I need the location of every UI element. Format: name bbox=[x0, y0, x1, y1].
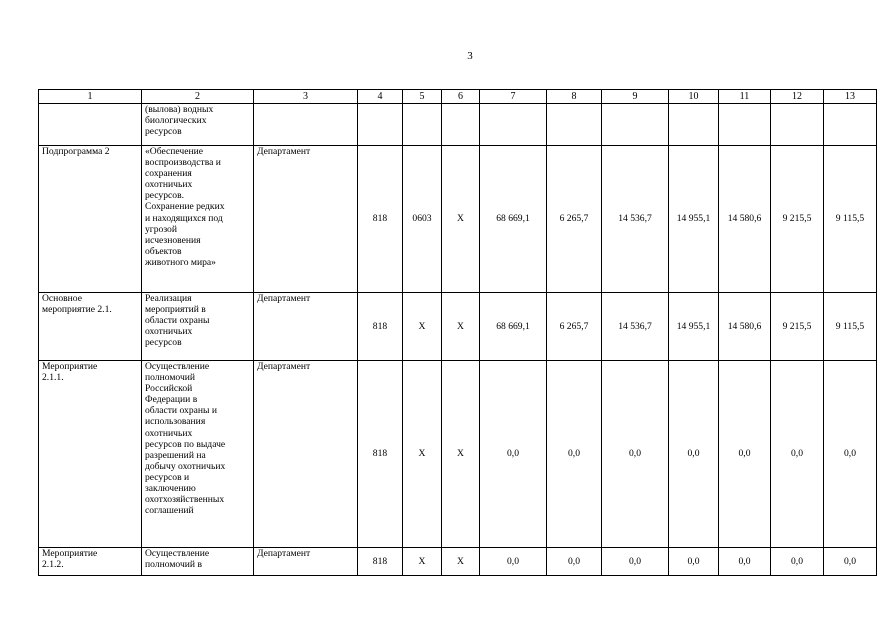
row-executor-cell: Департамент bbox=[254, 293, 358, 361]
row-description-cell: Осуществление полномочий в bbox=[142, 548, 254, 576]
table-cell: 14 580,6 bbox=[719, 146, 771, 293]
row-executor-cell: Департамент bbox=[254, 548, 358, 576]
column-header: 3 bbox=[254, 90, 358, 104]
table-cell bbox=[358, 104, 403, 146]
table-cell: 818 bbox=[358, 548, 403, 576]
table-cell: Х bbox=[442, 146, 480, 293]
row-name-cell: Подпрограмма 2 bbox=[39, 146, 142, 293]
table-cell: 0,0 bbox=[669, 361, 719, 548]
table-cell: 0,0 bbox=[824, 361, 877, 548]
column-header: 13 bbox=[824, 90, 877, 104]
column-header: 6 bbox=[442, 90, 480, 104]
row-executor-cell: Департамент bbox=[254, 361, 358, 548]
row-description-cell: (вылова) водных биологических ресурсов bbox=[142, 104, 254, 146]
column-header: 12 bbox=[771, 90, 824, 104]
table-row bbox=[39, 361, 877, 548]
table-cell: 68 669,1 bbox=[480, 146, 547, 293]
column-header: 5 bbox=[403, 90, 442, 104]
row-name-cell: Мероприятие 2.1.1. bbox=[39, 361, 142, 548]
table-cell bbox=[824, 104, 877, 146]
table-cell: 9 215,5 bbox=[771, 146, 824, 293]
table-cell: 14 955,1 bbox=[669, 293, 719, 361]
table-cell: 68 669,1 bbox=[480, 293, 547, 361]
table-cell: 14 580,6 bbox=[719, 293, 771, 361]
table-cell bbox=[669, 104, 719, 146]
table-cell: Х bbox=[403, 548, 442, 576]
table-cell: 0,0 bbox=[824, 548, 877, 576]
table-cell: 818 bbox=[358, 361, 403, 548]
table-cell: 0,0 bbox=[669, 548, 719, 576]
column-header: 2 bbox=[142, 90, 254, 104]
table-cell bbox=[547, 104, 602, 146]
column-header: 9 bbox=[602, 90, 669, 104]
table-cell: Х bbox=[442, 361, 480, 548]
table-cell: Х bbox=[403, 293, 442, 361]
column-header: 7 bbox=[480, 90, 547, 104]
table-cell: 0,0 bbox=[719, 548, 771, 576]
table-cell: Х bbox=[403, 361, 442, 548]
table-cell: 818 bbox=[358, 293, 403, 361]
row-executor-cell bbox=[254, 104, 358, 146]
table-cell: Х bbox=[442, 548, 480, 576]
table-row bbox=[39, 293, 877, 361]
table-cell: 9 115,5 bbox=[824, 146, 877, 293]
column-header: 4 bbox=[358, 90, 403, 104]
table-cell bbox=[719, 104, 771, 146]
table-cell: 0,0 bbox=[771, 548, 824, 576]
row-description-cell: «Обеспечение воспроизводства и сохранения охотничьих ресурсов. Сохранение редких и находящихся под угрозой исчезновения объектов животного мира» bbox=[142, 146, 254, 293]
table-cell: 14 955,1 bbox=[669, 146, 719, 293]
table-cell bbox=[480, 104, 547, 146]
table-cell: Х bbox=[442, 293, 480, 361]
column-header: 1 bbox=[39, 90, 142, 104]
table-cell: 0603 bbox=[403, 146, 442, 293]
table-cell: 0,0 bbox=[480, 361, 547, 548]
table-cell: 9 115,5 bbox=[824, 293, 877, 361]
table-row bbox=[39, 146, 877, 293]
row-description-cell: Осуществление полномочий Российской Федерации в области охраны и использования охотничьих ресурсов по выдаче разрешений на добычу охотничьих ресурсов и заключению охотхозяйственных соглашений bbox=[142, 361, 254, 548]
table-cell: 0,0 bbox=[480, 548, 547, 576]
table-cell: 0,0 bbox=[547, 548, 602, 576]
header-row bbox=[39, 90, 877, 104]
table-cell: 0,0 bbox=[719, 361, 771, 548]
table-cell: 0,0 bbox=[602, 361, 669, 548]
row-name-cell bbox=[39, 104, 142, 146]
table-cell bbox=[442, 104, 480, 146]
table-cell: 0,0 bbox=[547, 361, 602, 548]
table-cell bbox=[771, 104, 824, 146]
table-cell bbox=[602, 104, 669, 146]
table-cell: 14 536,7 bbox=[602, 146, 669, 293]
table-row bbox=[39, 104, 877, 146]
table-cell: 0,0 bbox=[771, 361, 824, 548]
row-description-cell: Реализация мероприятий в области охраны охотничьих ресурсов bbox=[142, 293, 254, 361]
table-cell: 818 bbox=[358, 146, 403, 293]
column-header: 8 bbox=[547, 90, 602, 104]
row-name-cell: Мероприятие 2.1.2. bbox=[39, 548, 142, 576]
table-row bbox=[39, 548, 877, 576]
table-cell: 0,0 bbox=[602, 548, 669, 576]
column-header: 11 bbox=[719, 90, 771, 104]
page-number: 3 bbox=[467, 50, 473, 62]
row-name-cell: Основное мероприятие 2.1. bbox=[39, 293, 142, 361]
table-cell: 14 536,7 bbox=[602, 293, 669, 361]
table-cell: 6 265,7 bbox=[547, 146, 602, 293]
table-cell: 9 215,5 bbox=[771, 293, 824, 361]
column-header: 10 bbox=[669, 90, 719, 104]
budget-table bbox=[38, 89, 877, 576]
table-cell bbox=[403, 104, 442, 146]
table-cell: 6 265,7 bbox=[547, 293, 602, 361]
row-executor-cell: Департамент bbox=[254, 146, 358, 293]
